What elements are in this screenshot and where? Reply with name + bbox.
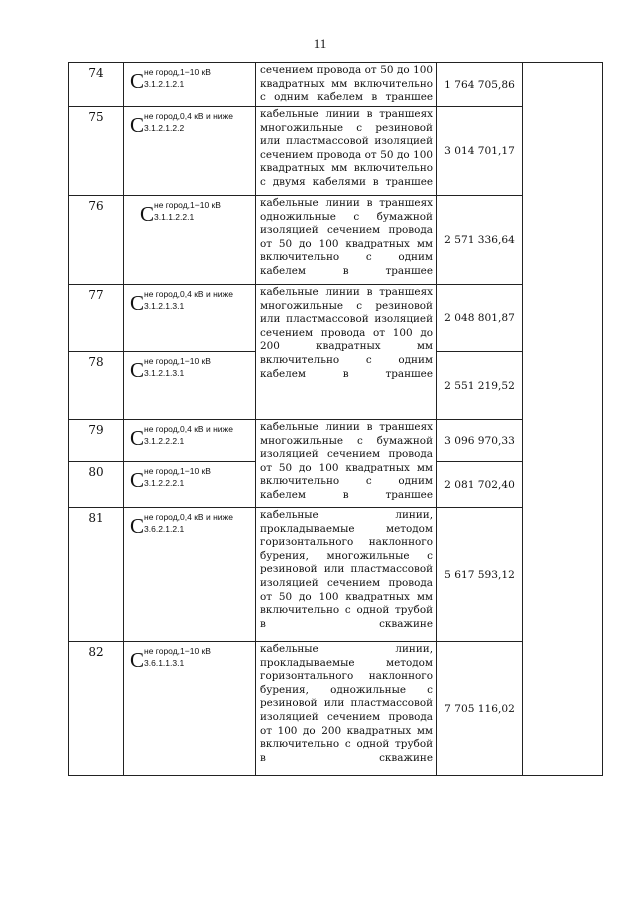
rate-code: C не город,0,4 кВ и ниже 3.6.2.1.2.1 — [124, 508, 256, 642]
description-line: кабелем в траншее — [260, 488, 433, 501]
rate-code-sup: не город,0,4 кВ и ниже — [144, 289, 233, 299]
row-number: 78 — [69, 352, 124, 420]
rate-code-sup: не город,1−10 кВ — [154, 200, 221, 210]
description-line: или пластмассовой изоляцией — [260, 135, 433, 148]
description-line: кабельные линии в траншеях — [260, 108, 433, 120]
cost-value: 2 571 336,64 — [437, 196, 523, 285]
description-line: изоляцией сечением провода — [260, 576, 433, 589]
tariff-table — [68, 62, 603, 776]
rate-code-sup: не город,0,4 кВ и ниже — [144, 512, 233, 522]
row-number: 75 — [69, 107, 124, 196]
cost-value: 7 705 116,02 — [437, 642, 523, 776]
cost-value: 3 096 970,33 — [437, 420, 523, 462]
description-line: многожильные с резиновой — [260, 299, 433, 312]
description-line: многожильные с бумажной — [260, 434, 433, 447]
description — [256, 420, 437, 508]
description-line: от 50 до 100 квадратных мм — [260, 461, 433, 474]
description-line: многожильные с резиновой — [260, 121, 433, 134]
description-line: от 50 до 100 квадратных мм — [260, 590, 433, 603]
description-line: квадратных мм включительно — [260, 162, 433, 175]
description-line: одножильные с бумажной — [260, 210, 433, 223]
row-number: 81 — [69, 508, 124, 642]
description-line: от 100 до 200 квадратных мм — [260, 724, 433, 737]
description-line: кабелем в траншее — [260, 264, 433, 277]
rate-code: C не город,1−10 кВ 3.1.1.2.2.1 — [124, 196, 256, 285]
description — [256, 508, 437, 642]
description-line: сечением провода от 50 до 100 — [260, 148, 433, 161]
cost-value: 5 617 593,12 — [437, 508, 523, 642]
description-line: в скважине — [260, 617, 433, 630]
description-line: кабельные линии, — [260, 643, 433, 655]
description — [256, 642, 437, 776]
description-line: кабельные линии в траншеях — [260, 197, 433, 209]
table-row — [69, 642, 603, 776]
description — [256, 63, 437, 107]
rate-code: C не город,0,4 кВ и ниже 3.1.2.1.3.1 — [124, 285, 256, 352]
rate-code-sub: 3.1.1.2.2.1 — [154, 212, 195, 222]
cost-value: 3 014 701,17 — [437, 107, 523, 196]
rate-code-sup: не город,0,4 кВ и ниже — [144, 111, 233, 121]
description-line: или пластмассовой изоляцией — [260, 313, 433, 326]
row-number: 77 — [69, 285, 124, 352]
description — [256, 285, 437, 420]
description-line: изоляцией сечением провода — [260, 710, 433, 723]
rate-code-sub: 3.1.2.1.3.1 — [144, 368, 185, 378]
rate-code: C не город,1−10 кВ 3.1.2.1.2.1 — [124, 63, 256, 107]
description-line: включительно с одним — [260, 353, 433, 366]
rate-code-sub: 3.6.1.1.3.1 — [144, 658, 185, 668]
description-line: с двумя кабелями в траншее — [260, 175, 433, 188]
cost-value: 1 764 705,86 — [437, 63, 523, 107]
description-line: прокладываемые методом — [260, 522, 433, 535]
rate-code-sup: не город,1−10 кВ — [144, 67, 211, 77]
description-line: включительно с одной трубой — [260, 738, 433, 751]
description-line: бурения, многожильные с — [260, 549, 433, 562]
table-row — [69, 508, 603, 642]
row-number: 79 — [69, 420, 124, 462]
description-line: резиновой или пластмассовой — [260, 563, 433, 576]
table-row — [69, 107, 603, 196]
description-line: кабельные линии в траншеях — [260, 421, 433, 433]
description-line: резиновой или пластмассовой — [260, 697, 433, 710]
rate-code-sub: 3.1.2.1.3.1 — [144, 301, 185, 311]
description-line: квадратных мм включительно — [260, 77, 433, 90]
description-line: прокладываемые методом — [260, 656, 433, 669]
description-line: горизонтального наклонного — [260, 670, 433, 683]
description — [256, 107, 437, 196]
row-number: 82 — [69, 642, 124, 776]
description-line: включительно с одной трубой — [260, 604, 433, 617]
rate-code: C не город,0,4 кВ и ниже 3.1.2.2.2.1 — [124, 420, 256, 462]
description-line: кабелем в траншее — [260, 367, 433, 380]
rate-code: C не город,1−10 кВ 3.1.2.2.2.1 — [124, 462, 256, 508]
rate-code: C не город,1−10 кВ 3.1.2.1.3.1 — [124, 352, 256, 420]
description-line: включительно с одним — [260, 251, 433, 264]
description — [256, 196, 437, 285]
table-row — [69, 196, 603, 285]
rate-code-sub: 3.6.2.1.2.1 — [144, 524, 185, 534]
description-line: кабельные линии в траншеях — [260, 286, 433, 298]
rate-code-sup: не город,1−10 кВ — [144, 356, 211, 366]
cost-value: 2 081 702,40 — [437, 462, 523, 508]
row-number: 76 — [69, 196, 124, 285]
description-line: 200 квадратных мм — [260, 340, 433, 353]
page-number: 11 — [313, 36, 327, 51]
cost-value: 2 551 219,52 — [437, 352, 523, 420]
cost-value: 2 048 801,87 — [437, 285, 523, 352]
rate-code-sup: не город,1−10 кВ — [144, 646, 211, 656]
description-line: от 50 до 100 квадратных мм — [260, 237, 433, 250]
description-line: включительно с одним — [260, 475, 433, 488]
description-line: сечением провода от 100 до — [260, 326, 433, 339]
table-row — [69, 420, 603, 462]
description-line: горизонтального наклонного — [260, 536, 433, 549]
row-number: 74 — [69, 63, 124, 107]
rate-code-sub: 3.1.2.2.2.1 — [144, 436, 185, 446]
rate-code: C не город,1−10 кВ 3.6.1.1.3.1 — [124, 642, 256, 776]
rate-code-sup: не город,1−10 кВ — [144, 466, 211, 476]
rate-code-sub: 3.1.2.2.2.1 — [144, 478, 185, 488]
description-line: в скважине — [260, 751, 433, 764]
table-row — [69, 285, 603, 352]
rate-code-sub: 3.1.2.1.2.1 — [144, 79, 185, 89]
description-line: изоляцией сечением провода — [260, 224, 433, 237]
row-number: 80 — [69, 462, 124, 508]
description-line: бурения, одножильные с — [260, 683, 433, 696]
description-line: сечением провода от 50 до 100 — [260, 64, 433, 76]
description-line: кабельные линии, — [260, 509, 433, 521]
empty-column — [523, 63, 603, 776]
rate-code-sub: 3.1.2.1.2.2 — [144, 123, 185, 133]
description-line: изоляцией сечением провода — [260, 448, 433, 461]
table-row — [69, 63, 603, 107]
description-line: с одним кабелем в траншее — [260, 91, 433, 104]
rate-code: C не город,0,4 кВ и ниже 3.1.2.1.2.2 — [124, 107, 256, 196]
rate-code-sup: не город,0,4 кВ и ниже — [144, 424, 233, 434]
